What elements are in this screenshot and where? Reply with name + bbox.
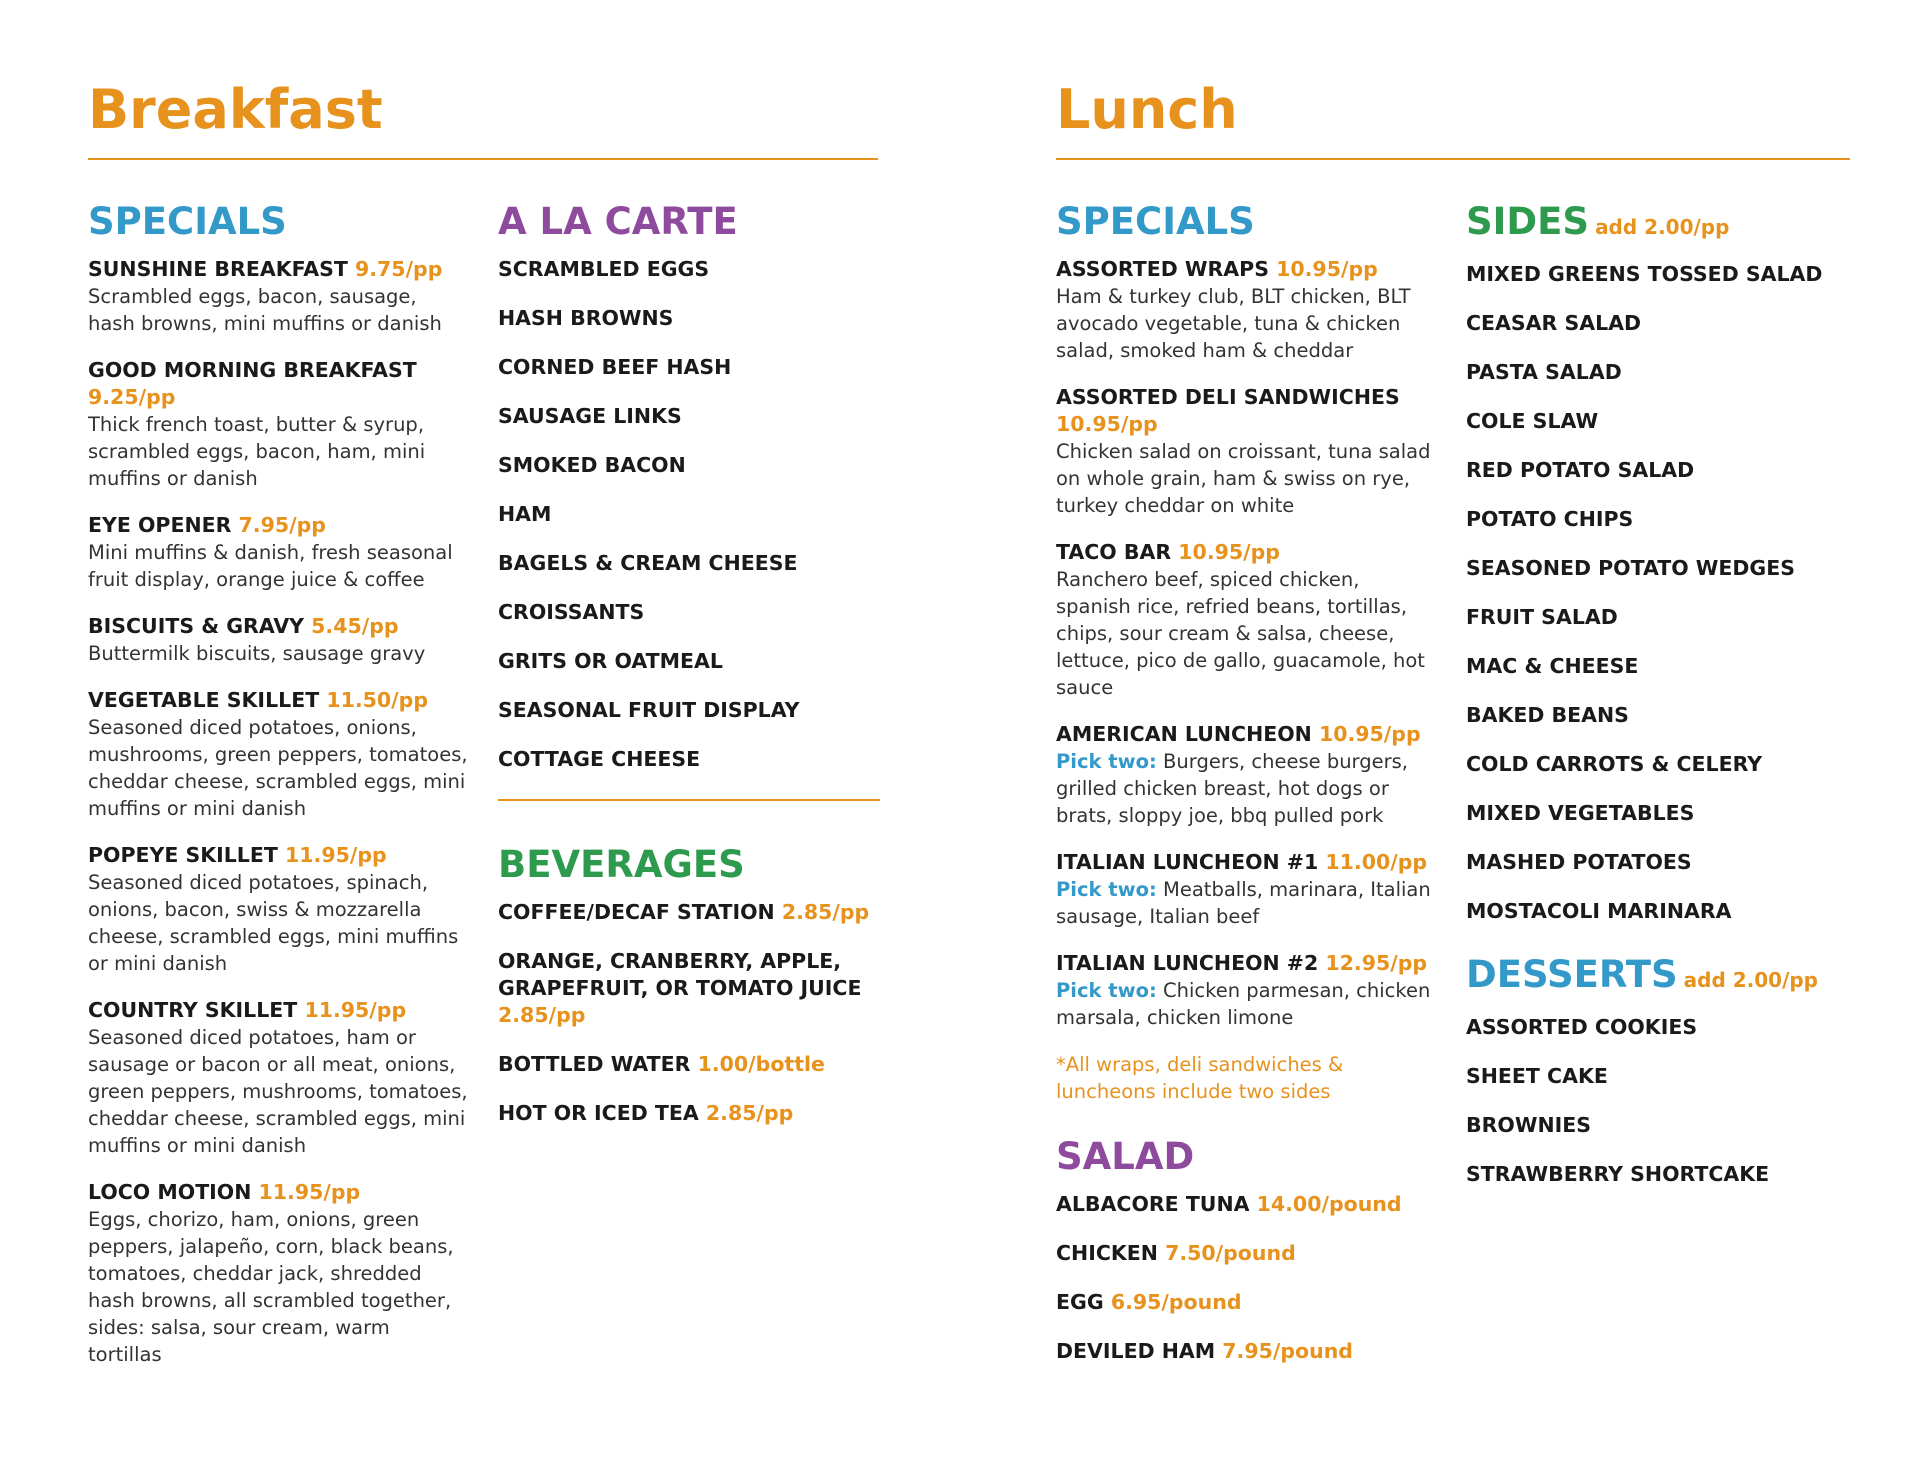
beverages-list — [498, 899, 878, 1127]
priced-item — [498, 1100, 878, 1127]
item-description — [1056, 566, 1436, 701]
menu-item — [88, 687, 468, 822]
item-price: 6.95/pound — [1110, 1290, 1242, 1314]
menu-list-item: COLD CARROTS & CELERY — [1466, 752, 1763, 776]
menu-list-item: SHEET CAKE — [1466, 1064, 1608, 1088]
item-name: LOCO MOTION — [88, 1180, 252, 1204]
priced-item — [498, 1051, 878, 1078]
menu-item — [88, 357, 468, 492]
menu-list-item: MIXED GREENS TOSSED SALAD — [1466, 262, 1823, 286]
item-name: ORANGE, CRANBERRY, APPLE, GRAPEFRUIT, OR TOMATO JUICE — [498, 949, 862, 1000]
menu-item — [1056, 849, 1436, 930]
menu-item — [88, 1179, 468, 1368]
menu-item-title — [88, 687, 468, 714]
pick-two-label: Pick two: — [1056, 979, 1157, 1002]
item-description — [88, 640, 468, 667]
menu-list-item: BROWNIES — [1466, 1113, 1592, 1137]
sides-add-price: add 2.00/pp — [1595, 215, 1730, 239]
item-description-text: Ham & turkey club, BLT chicken, BLT avocado vegetable, tuna & chicken salad, smoked ham & cheddar — [1056, 285, 1411, 362]
item-description — [88, 283, 468, 337]
menu-list-item: CORNED BEEF HASH — [498, 355, 732, 379]
item-name: CHICKEN — [1056, 1241, 1158, 1265]
menu-list-item: ASSORTED COOKIES — [1466, 1015, 1698, 1039]
item-name: ITALIAN LUNCHEON #2 — [1056, 951, 1319, 975]
item-description-text: Burgers, cheese burgers, grilled chicken breast, hot dogs or brats, sloppy joe, bbq pulled pork — [1056, 750, 1408, 827]
menu-list-item: COLE SLAW — [1466, 409, 1599, 433]
item-name: VEGETABLE SKILLET — [88, 688, 320, 712]
menu-list-item: BAKED BEANS — [1466, 703, 1629, 727]
item-price: 11.95/pp — [304, 998, 407, 1022]
menu-list-item: BAGELS & CREAM CHEESE — [498, 551, 798, 575]
menu-list-item: SAUSAGE LINKS — [498, 404, 682, 428]
item-price: 11.95/pp — [258, 1180, 361, 1204]
item-price: 10.95/pp — [1318, 722, 1421, 746]
breakfast-divider — [88, 158, 878, 160]
lunch-panel — [1056, 78, 1850, 1387]
menu-item-title — [88, 997, 468, 1024]
item-name: GOOD MORNING BREAKFAST — [88, 358, 417, 382]
menu-item — [1056, 539, 1436, 701]
item-price: 11.50/pp — [326, 688, 429, 712]
item-description — [88, 869, 468, 977]
item-price: 1.00/bottle — [697, 1052, 825, 1076]
item-name: SUNSHINE BREAKFAST — [88, 257, 348, 281]
item-description-text: Seasoned diced potatoes, ham or sausage or bacon or all meat, onions, green peppers, mushrooms, tomatoes, cheddar cheese, scrambled eggs, mini muffins or mini danish — [88, 1026, 468, 1157]
menu-item-title — [1056, 539, 1436, 566]
item-name: ASSORTED DELI SANDWICHES — [1056, 385, 1400, 409]
item-description-text: Scrambled eggs, bacon, sausage, hash browns, mini muffins or danish — [88, 285, 442, 335]
menu-list-item: SCRAMBLED EGGS — [498, 257, 710, 281]
priced-item — [1056, 1240, 1436, 1267]
item-price: 5.45/pp — [311, 614, 399, 638]
item-name: COUNTRY SKILLET — [88, 998, 298, 1022]
menu-list-item: GRITS OR OATMEAL — [498, 649, 723, 673]
item-name: ITALIAN LUNCHEON #1 — [1056, 850, 1319, 874]
item-name: TACO BAR — [1056, 540, 1172, 564]
desserts-heading — [1466, 953, 1846, 1002]
breakfast-title: Breakfast — [88, 78, 383, 141]
item-name: ALBACORE TUNA — [1056, 1192, 1250, 1216]
item-name: AMERICAN LUNCHEON — [1056, 722, 1312, 746]
item-description — [1056, 438, 1436, 519]
breakfast-specials-column — [88, 200, 468, 1388]
item-price: 11.00/pp — [1325, 850, 1428, 874]
item-description-text: Thick french toast, butter & syrup, scrambled eggs, bacon, ham, mini muffins or danish — [88, 413, 426, 490]
pick-two-label: Pick two: — [1056, 750, 1157, 773]
item-price: 10.95/pp — [1178, 540, 1280, 564]
item-price: 9.25/pp — [88, 385, 176, 409]
menu-list-item: CROISSANTS — [498, 600, 645, 624]
item-price: 2.85/pp — [781, 900, 870, 924]
menu-list-item: SEASONAL FRUIT DISPLAY — [498, 698, 800, 722]
priced-item — [1056, 1191, 1436, 1218]
item-description-text: Mini muffins & danish, fresh seasonal fruit display, orange juice & coffee — [88, 541, 453, 591]
priced-item — [498, 899, 878, 926]
lunch-right-column — [1466, 200, 1846, 1387]
menu-item-title — [88, 613, 468, 640]
item-description-text: Ranchero beef, spiced chicken, spanish rice, refried beans, tortillas, chips, sour cream & salsa, cheese, lettuce, pico de gallo, guacamole, hot sauce — [1056, 568, 1425, 699]
breakfast-specials-list — [88, 256, 468, 1368]
a-la-carte-list — [498, 256, 878, 773]
breakfast-right-column — [498, 200, 878, 1388]
menu-list-item: STRAWBERRY SHORTCAKE — [1466, 1162, 1770, 1186]
item-name: BISCUITS & GRAVY — [88, 614, 305, 638]
menu-item — [88, 613, 468, 667]
desserts-list — [1466, 1014, 1846, 1188]
priced-item — [498, 948, 878, 1029]
item-price: 7.95/pp — [238, 513, 326, 537]
item-name: POPEYE SKILLET — [88, 843, 278, 867]
menu-item — [88, 842, 468, 977]
menu-item-title — [88, 512, 468, 539]
desserts-heading-label: DESSERTS — [1466, 953, 1678, 996]
menu-list-item: COTTAGE CHEESE — [498, 747, 701, 771]
item-description — [1056, 283, 1436, 364]
breakfast-panel — [88, 78, 878, 1388]
item-description-text: Meatballs, marinara, Italian sausage, Italian beef — [1056, 878, 1431, 928]
menu-list-item: MAC & CHEESE — [1466, 654, 1639, 678]
item-price: 2.85/pp — [705, 1101, 794, 1125]
a-la-carte-heading: A LA CARTE — [498, 200, 738, 243]
menu-item-title — [88, 1179, 468, 1206]
menu-item-title — [88, 357, 468, 411]
menu-item-title — [1056, 721, 1436, 748]
menu-list-item: SMOKED BACON — [498, 453, 686, 477]
menu-item-title — [1056, 256, 1436, 283]
menu-list-item: PASTA SALAD — [1466, 360, 1622, 384]
item-price: 7.95/pound — [1222, 1339, 1353, 1363]
item-description-text: Seasoned diced potatoes, spinach, onions, bacon, swiss & mozzarella cheese, scrambled eggs, mini muffins or mini danish — [88, 871, 459, 975]
menu-item — [1056, 721, 1436, 829]
beverages-heading: BEVERAGES — [498, 843, 745, 886]
menu-item — [1056, 950, 1436, 1031]
menu-list-item: MOSTACOLI MARINARA — [1466, 899, 1732, 923]
breakfast-specials-heading: SPECIALS — [88, 200, 287, 243]
priced-item — [1056, 1338, 1436, 1365]
item-name: HOT OR ICED TEA — [498, 1101, 699, 1125]
menu-list-item: CEASAR SALAD — [1466, 311, 1642, 335]
item-description-text: Seasoned diced potatoes, onions, mushrooms, green peppers, tomatoes, cheddar cheese, scrambled eggs, mini muffins or mini danish — [88, 716, 468, 820]
menu-item — [1056, 384, 1436, 519]
item-name: COFFEE/DECAF STATION — [498, 900, 775, 924]
salad-list — [1056, 1191, 1436, 1365]
menu-list-item: FRUIT SALAD — [1466, 605, 1618, 629]
lunch-title: Lunch — [1056, 78, 1238, 141]
sides-heading-label: SIDES — [1466, 200, 1590, 243]
menu-list-item: HAM — [498, 502, 552, 526]
item-price: 11.95/pp — [285, 843, 387, 867]
lunch-divider — [1056, 158, 1850, 160]
item-description — [88, 714, 468, 822]
lunch-specials-heading: SPECIALS — [1056, 200, 1255, 243]
item-description — [88, 411, 468, 492]
item-description-text: Buttermilk biscuits, sausage gravy — [88, 642, 426, 665]
beverages-divider — [498, 799, 880, 801]
menu-list-item: RED POTATO SALAD — [1466, 458, 1695, 482]
item-description — [1056, 748, 1436, 829]
menu-list-item: HASH BROWNS — [498, 306, 674, 330]
item-price: 7.50/pound — [1165, 1241, 1296, 1265]
item-price: 14.00/pound — [1256, 1192, 1402, 1216]
item-description — [88, 1206, 468, 1368]
item-name: DEVILED HAM — [1056, 1339, 1216, 1363]
item-description — [88, 539, 468, 593]
pick-two-label: Pick two: — [1056, 878, 1157, 901]
item-description — [1056, 977, 1436, 1031]
item-price: 12.95/pp — [1325, 951, 1428, 975]
menu-list-item: MIXED VEGETABLES — [1466, 801, 1695, 825]
item-price: 10.95/pp — [1056, 412, 1158, 436]
menu-item-title — [1056, 950, 1436, 977]
menu-item — [88, 512, 468, 593]
item-price: 9.75/pp — [354, 257, 443, 281]
menu-item-title — [88, 842, 468, 869]
item-description-text: Chicken parmesan, chicken marsala, chicken limone — [1056, 979, 1431, 1029]
menu-item — [88, 997, 468, 1159]
lunch-specials-list — [1056, 256, 1436, 1031]
item-name: BOTTLED WATER — [498, 1052, 691, 1076]
item-description — [1056, 876, 1436, 930]
item-name: ASSORTED WRAPS — [1056, 257, 1269, 281]
menu-item — [88, 256, 468, 337]
item-description-text: Chicken salad on croissant, tuna salad on whole grain, ham & swiss on rye, turkey cheddar on white — [1056, 440, 1431, 517]
lunch-specials-note: *All wraps, deli sandwiches & luncheons include two sides — [1056, 1053, 1344, 1103]
sides-list — [1466, 261, 1846, 925]
menu-item-title — [88, 256, 468, 283]
menu-item-title — [1056, 849, 1436, 876]
item-description — [88, 1024, 468, 1159]
item-description-text: Eggs, chorizo, ham, onions, green peppers, jalapeño, corn, black beans, tomatoes, cheddar jack, shredded hash browns, all scrambled together, sides: salsa, sour cream, warm tortillas — [88, 1208, 454, 1366]
item-price: 10.95/pp — [1276, 257, 1378, 281]
sides-heading — [1466, 200, 1846, 249]
menu-list-item: MASHED POTATOES — [1466, 850, 1692, 874]
priced-item — [1056, 1289, 1436, 1316]
item-name: EYE OPENER — [88, 513, 232, 537]
desserts-add-price: add 2.00/pp — [1683, 968, 1818, 992]
lunch-specials-column — [1056, 200, 1436, 1387]
menu-list-item: SEASONED POTATO WEDGES — [1466, 556, 1796, 580]
item-name: EGG — [1056, 1290, 1104, 1314]
item-price: 2.85/pp — [498, 1003, 586, 1027]
menu-item-title — [1056, 384, 1436, 438]
menu-item — [1056, 256, 1436, 364]
menu-list-item: POTATO CHIPS — [1466, 507, 1634, 531]
salad-heading: SALAD — [1056, 1135, 1195, 1178]
